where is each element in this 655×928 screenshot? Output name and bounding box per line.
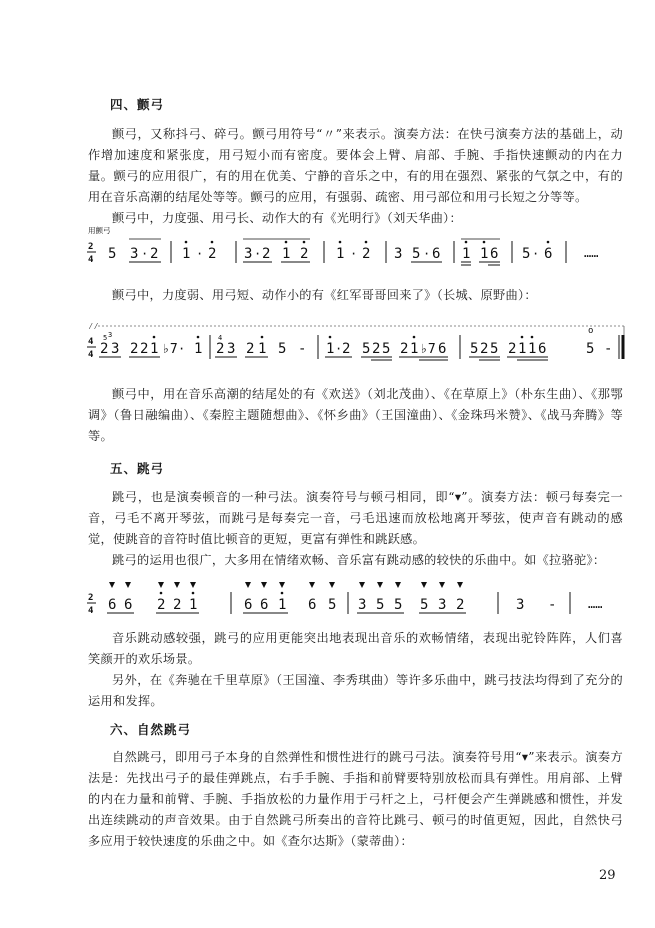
time-sig-top: 2 [88, 593, 94, 603]
paragraph: 另外，在《奔驰在千里草原》（王国潼、李秀琪曲）等许多乐曲中，跳弓技法均得到了充分的运用和发挥。 [88, 673, 623, 708]
time-sig-top: 2 [88, 242, 94, 252]
note: 1 [480, 246, 489, 262]
note: 6 [124, 597, 133, 613]
harmonic-mark: o [588, 326, 594, 336]
dot: · [350, 247, 358, 261]
note: 1 [518, 341, 527, 357]
note: 1 [336, 246, 345, 262]
paragraph: 颤弓中，力度弱、用弓短、动作小的有《红军哥哥回来了》（长城、原野曲）： [112, 288, 537, 302]
score-guangmingxing [86, 227, 626, 275]
dot: · [423, 247, 431, 261]
note: 2 [508, 341, 517, 357]
note: 2 [456, 597, 465, 613]
grace-note: 5 [103, 334, 108, 342]
note: 6 [308, 597, 317, 613]
note: 5 [420, 597, 429, 613]
note: 6 [438, 341, 447, 357]
note: 5 [394, 597, 403, 613]
note: 2 [372, 341, 381, 357]
paragraph: 跳弓的运用也很广，大多用在情绪欢畅、音乐富有跳动感的较快的乐曲中。如《拉骆驼》： [112, 553, 606, 567]
note: 2 [300, 246, 309, 262]
svg-text:⁄⁄: ⁄⁄ [88, 322, 99, 332]
dash: - [548, 597, 557, 613]
note: 5 [362, 341, 371, 357]
note: 5 [490, 341, 499, 357]
dot: · [335, 342, 343, 356]
dot: · [178, 342, 186, 356]
note: 6 [260, 597, 269, 613]
note: 1 [326, 341, 335, 357]
note: 3 [227, 341, 236, 357]
section-heading-natural-jumping-bow: 六、自然跳弓 [110, 722, 192, 737]
note: ♭7 [162, 342, 178, 357]
note: 3 [438, 597, 447, 613]
dot: · [254, 247, 262, 261]
dot: · [532, 247, 540, 261]
note: 2 [157, 597, 166, 613]
note: 3 [111, 341, 120, 357]
note: 6 [108, 597, 117, 613]
note: 2 [342, 341, 351, 357]
note: 3 [516, 597, 525, 613]
note: 2 [150, 246, 159, 262]
note: 2 [362, 246, 371, 262]
time-sig-bottom: 4 [88, 606, 94, 616]
note: 2 [246, 341, 255, 357]
note: 6 [490, 246, 499, 262]
paragraph: 颤弓中，用在音乐高潮的结尾处的有《欢送》（刘北茂曲）、《在草原上》（朴东生曲）、《那鄂调》（鲁日融编曲）、《秦腔主题随想曲》、《怀乡曲》（王国潼曲）、《金珠玛米赞》、《战马奔腾》等等。 [88, 387, 623, 443]
note: 1 [194, 341, 203, 357]
grace-note: 4 [218, 334, 223, 342]
note: 5 [376, 597, 385, 613]
note: 2 [262, 246, 271, 262]
note: 3 [394, 246, 403, 262]
score-hongjungege [86, 315, 631, 367]
note: 5 [586, 341, 595, 357]
note: 6 [244, 597, 253, 613]
paragraph: 自然跳弓，即用弓子本身的自然弹性和惯性进行的跳弓弓法。演奏符号用“▾”来表示。演奏方法是：先找出弓子的最佳弹跳点，右手手腕、手指和前臂要特别放松而具有弹性。用肩部、上臂的内在力量和前臂、手腕、手指放松的力量作用于弓杆之上，弓杆便会产生弹跳感和惯性，并发出连续跳动的声音效果。由于自然跳弓所奏出的音符比跳弓、顿弓的时值更短，因此，自然快弓多应用于较快速度的乐曲之中。如《查尔达斯》（蒙蒂曲）： [88, 750, 623, 848]
paragraph: 跳弓，也是演奏顿音的一种弓法。演奏符号与顿弓相同，即“▾”。演奏方法：顿弓每奏完一音，弓毛不离开琴弦，而跳弓是每奏完一音，弓毛迅速而放松地离开琴弦，使声音有跳动的感觉，使跳音的音符时值比顿音的更短，更富有弹性和跳跃感。 [88, 490, 623, 546]
dot: · [141, 247, 149, 261]
note: 1 [278, 597, 287, 613]
note: 2 [216, 341, 225, 357]
note: 6 [544, 246, 553, 262]
note: 5 [522, 246, 531, 262]
paragraph: 音乐跳动感较强，跳弓的应用更能突出地表现出音乐的欢畅情绪，表现出驼铃阵阵，人们喜笑颜开的欢乐场景。 [88, 631, 623, 666]
note: 1 [462, 246, 471, 262]
note: 2 [173, 597, 182, 613]
note: 2 [208, 246, 217, 262]
note: 1 [410, 341, 419, 357]
dot: · [196, 247, 204, 261]
note: 5 [412, 246, 421, 262]
time-sig-bottom: 4 [88, 255, 94, 265]
dash: - [604, 341, 613, 357]
note: 2 [130, 341, 139, 357]
note: 6 [538, 341, 547, 357]
note: 1 [150, 341, 159, 357]
note: ♭7 [420, 342, 436, 357]
time-sig-bottom: 4 [88, 350, 94, 360]
note: 5 [382, 341, 391, 357]
note: 6 [432, 246, 441, 262]
note: 5 [328, 597, 337, 613]
note: 1 [528, 341, 537, 357]
bowing-mark: 用颤弓 [88, 226, 111, 235]
paragraph: 颤弓中，力度强、用弓长、动作大的有《光明行》（刘天华曲）： [112, 211, 462, 225]
note: 1 [189, 597, 198, 613]
score-laluotuo [86, 578, 626, 624]
page-number: 29 [599, 868, 616, 883]
note: 3 [244, 246, 253, 262]
note: 5 [278, 341, 287, 357]
note: 5 [108, 246, 117, 262]
note: 2 [400, 341, 409, 357]
time-sig-top: 4 [88, 337, 94, 347]
note: 2 [140, 341, 149, 357]
note: 3 [358, 597, 367, 613]
note: 2 [100, 341, 109, 357]
note: 1 [282, 246, 291, 262]
note: 2 [480, 341, 489, 357]
note: 5 [470, 341, 479, 357]
paragraph: 颤弓，又称抖弓、碎弓。颤弓用符号“〃”来表示。演奏方法：在快弓演奏方法的基础上，动作增加速度和紧张度，用弓短小而有密度。要体会上臂、肩部、手腕、手指快速颤动的内在力量。颤弓的应用很广，有的用在优美、宁静的音乐之中，有的用在强烈、紧张的气氛之中，有的用在音乐高潮的结尾处等等。颤弓的应用，有强弱、疏密、用弓部位和用弓长短之分等等。 [88, 127, 623, 204]
note: 1 [182, 246, 191, 262]
grace-note: 3 [108, 331, 113, 339]
ellipsis: …… [584, 246, 599, 260]
ellipsis: …… [588, 597, 603, 611]
section-heading-tremolo: 四、颤弓 [110, 97, 165, 112]
section-heading-jumping-bow: 五、跳弓 [110, 461, 165, 476]
dash: - [298, 341, 307, 357]
note: 1 [258, 341, 267, 357]
note: 3 [130, 246, 139, 262]
